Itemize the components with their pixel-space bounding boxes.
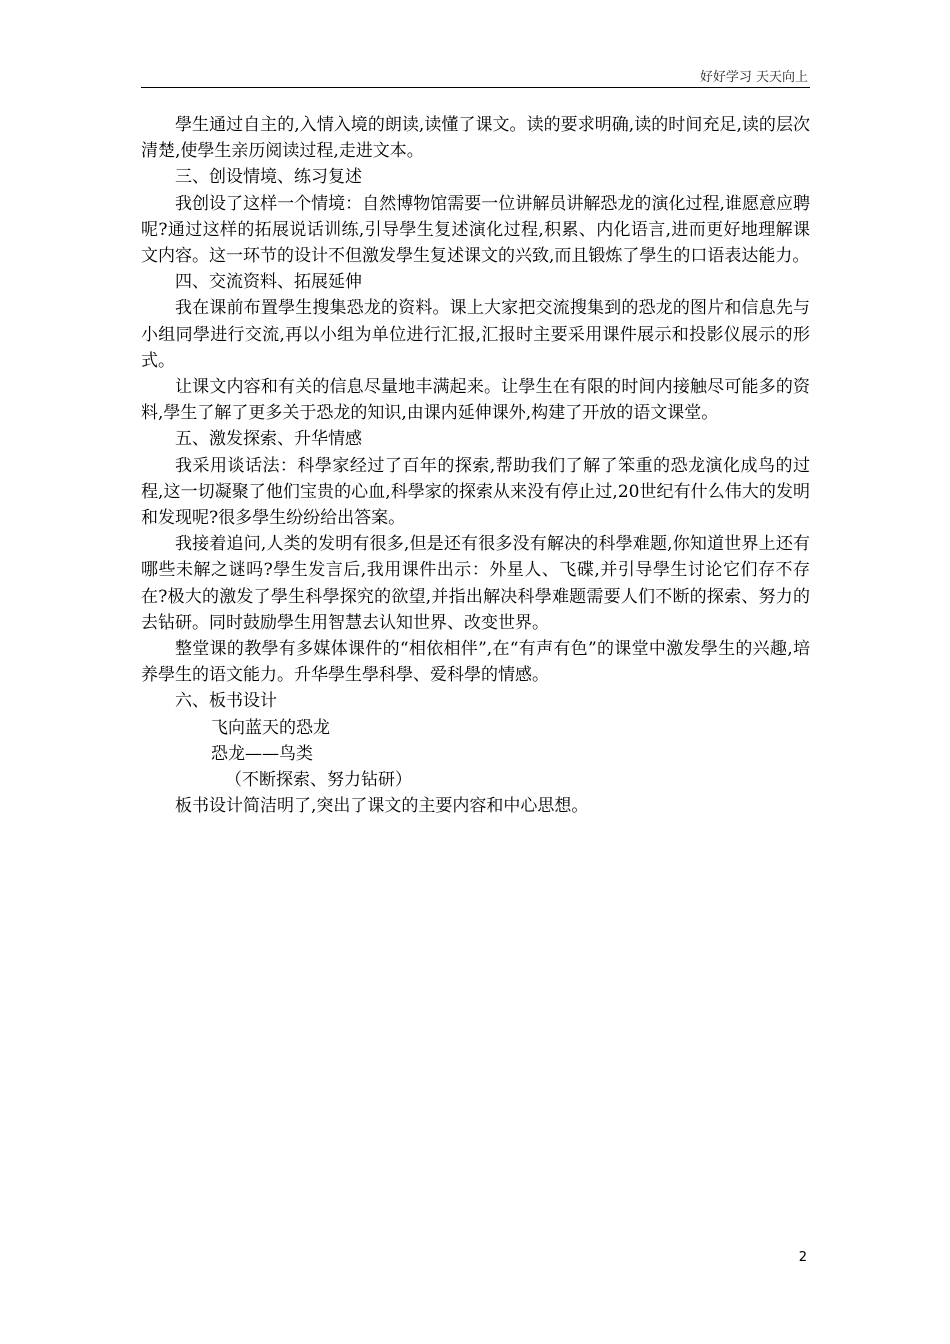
document-body — [141, 112, 810, 819]
paragraph: 让课文内容和有关的信息尽量地丰满起来。让學生在有限的时间内接触尽可能多的资料,學生了解了更多关于恐龙的知识,由课内延伸课外,构建了开放的语文课堂。 — [141, 377, 810, 424]
paragraph: 我在课前布置學生搜集恐龙的资料。课上大家把交流搜集到的恐龙的图片和信息先与小组同學进行交流,再以小组为单位进行汇报,汇报时主要采用课件展示和投影仪展示的形式。 — [141, 298, 810, 371]
section-heading: 三、创设情境、练习复述 — [175, 167, 362, 188]
paragraph: 整堂课的教學有多媒体课件的“相依相伴”,在“有声有色”的课堂中激发學生的兴趣,培养學生的语文能力。升华學生學科學、爱科學的情感。 — [141, 639, 810, 686]
page-number: 2 — [798, 1250, 807, 1265]
paragraph: 學生通过自主的,入情入境的朗读,读懂了课文。读的要求明确,读的时间充足,读的层次清楚,使學生亲历阅读过程,走进文本。 — [141, 115, 810, 162]
header-rule — [141, 87, 810, 88]
board-title: 飞向蓝天的恐龙 — [211, 717, 330, 738]
paragraph: 我接着追问,人类的发明有很多,但是还有很多没有解决的科學难题,你知道世界上还有哪些未解之谜吗?學生发言后,我用课件出示：外星人、飞碟,并引导學生讨论它们存不存在?极大的激发了學生科學探究的欲望,并指出解决科學难题需要人们不断的探索、努力的去钻研。同时鼓励學生用智慧去认知世界、改变世界。 — [141, 534, 810, 633]
header-text: 好好学习 天天向上 — [699, 70, 808, 85]
paragraph: 我采用谈话法：科學家经过了百年的探索,帮助我们了解了笨重的恐龙演化成鸟的过程,这一切凝聚了他们宝贵的心血,科學家的探索从来没有停止过,20世纪有什么伟大的发明和发现呢?很多學生纷纷给出答案。 — [141, 455, 810, 529]
closing-paragraph: 板书设计简洁明了,突出了课文的主要内容和中心思想。 — [175, 796, 589, 817]
board-note: （不断探索、努力钻研） — [225, 770, 412, 791]
board-line: 恐龙——鸟类 — [211, 743, 313, 764]
paragraph: 我创设了这样一个情境：自然博物馆需要一位讲解员讲解恐龙的演化过程,谁愿意应聘呢?通过这样的拓展说话训练,引导學生复述演化过程,积累、内化语言,进而更好地理解课文内容。这一环节的设计不但激发學生复述课文的兴致,而且锻炼了學生的口语表达能力。 — [141, 193, 810, 267]
section-heading: 五、激发探索、升华情感 — [175, 429, 362, 450]
section-heading: 六、板书设计 — [175, 691, 277, 712]
section-heading: 四、交流资料、拓展延伸 — [175, 272, 362, 293]
